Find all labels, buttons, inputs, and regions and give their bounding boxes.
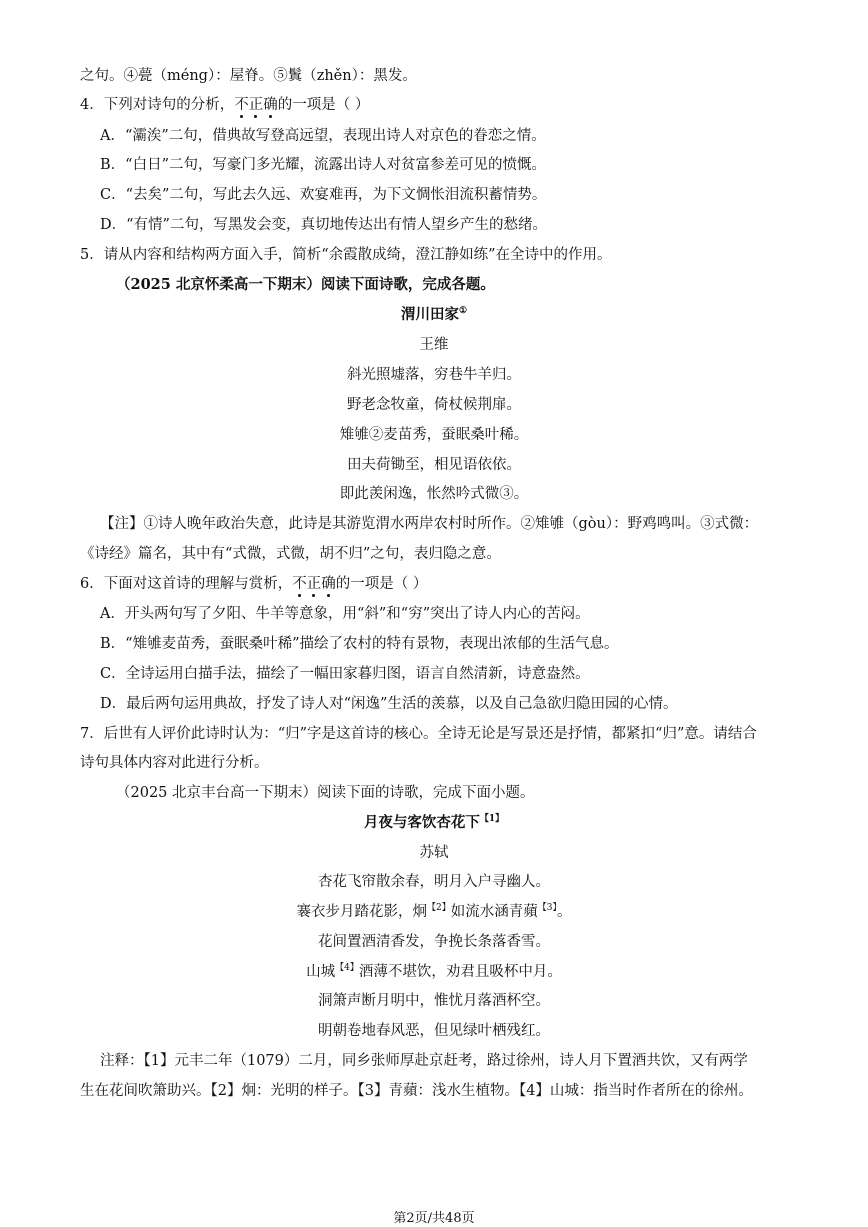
poem-2-line: [0, 963, 868, 981]
question-4-stem: [80, 96, 369, 114]
poem-text: 山城: [306, 964, 336, 980]
note-continuation: 之句。④甍（méng）：屋脊。⑤鬒（zhěn）：黑发。: [80, 68, 417, 84]
poem-text: 如流水涵青蘋: [450, 904, 538, 920]
option-d: D．最后两句运用典故，抒发了诗人对“闲逸”生活的羡慕，以及自己急欲归隐田园的心情。: [100, 696, 678, 712]
emphasis-char: 正: [306, 576, 322, 592]
poem-text: 酒薄不堪饮，劝君且吸杯中月。: [358, 964, 562, 980]
q4-text: 4．下列对诗句的分析，: [80, 97, 235, 113]
poem-title-text: 渭川田家: [400, 306, 459, 323]
footnote-marker: 【4】: [335, 963, 359, 974]
option-c: C．全诗运用白描手法，描绘了一幅田家暮归图，语言自然清新，诗意盎然。: [100, 666, 590, 682]
question-6-stem: [80, 575, 427, 593]
section-source-2: （2025 北京丰台高一下期末）阅读下面的诗歌，完成下面小题。: [116, 785, 535, 801]
poem-2-author: 苏轼: [419, 845, 449, 861]
footnote-marker: ①: [458, 306, 468, 317]
poem-text: 雉雊: [339, 427, 369, 443]
poem-2-title: [0, 814, 868, 832]
poem-text: 。: [513, 486, 529, 502]
footnote-marker: 【1】: [479, 814, 505, 825]
question-7: 7．后世有人评价此诗时认为：“归”字是这首诗的核心。全诗无论是写景还是抒情，都紧扣“归”意。请结合: [80, 726, 757, 742]
emphasis-char: 正: [248, 97, 264, 113]
page-footer: 第2页/共48页: [393, 1211, 475, 1226]
option-c: C．“去矣”二句，写此去久远、欢宴难再，为下文惆怅泪流积蓄情势。: [100, 187, 547, 203]
poem-text: 。: [556, 904, 572, 920]
option-d: D．“有情”二句，写黑发会变，真切地传达出有情人望乡产生的愁绪。: [100, 217, 547, 233]
poem-2-line: 花间置酒清香发，争挽长条落香雪。: [318, 934, 550, 950]
footnote-marker: 【3】: [537, 903, 557, 914]
poem-1-line: [0, 426, 868, 444]
emphasis-char: 确: [321, 576, 336, 592]
q4-text-end: 的一项是（ ）: [277, 97, 370, 113]
poem-title-text: 月夜与客饮杏花下: [363, 814, 480, 831]
poem-1-author: 王维: [419, 337, 449, 353]
poem-text: 即此羡闲逸，怅然吟式微: [339, 486, 500, 502]
poem-2-line: 洞箫声断月明中，惟忧月落酒杯空。: [318, 993, 550, 1009]
poem-2-note: 注释：【1】元丰二年（1079）二月，同乡张师厚赴京赶考，路过徐州，诗人月下置酒共饮，又有两学: [100, 1053, 748, 1069]
poem-2-line: 明朝卷地春风恶，但见绿叶栖残红。: [318, 1023, 550, 1039]
poem-1-note: 【注】①诗人晚年政治失意，此诗是其游览渭水两岸农村时所作。②雉雊（gòu）：野鸡鸣叫。③式微：: [100, 516, 759, 532]
option-a: A．“灞涘”二句，借典故写登高远望，表现出诗人对京色的眷恋之情。: [100, 128, 546, 144]
option-b: B．“雉雊麦苗秀，蚕眠桑叶稀”描绘了农村的特有景物，表现出浓郁的生活气息。: [100, 636, 619, 652]
poem-2-line: [0, 903, 868, 921]
q6-text: 6．下面对这首诗的理解与赏析，: [80, 576, 293, 592]
poem-1-line: 田夫荷锄至，相见语依依。: [347, 457, 521, 473]
poem-1-line: 斜光照墟落，穷巷牛羊归。: [347, 367, 521, 383]
question-5: 5．请从内容和结构两方面入手，简析“余霞散成绮，澄江静如练”在全诗中的作用。: [80, 247, 612, 263]
q6-text-end: 的一项是（ ）: [335, 576, 428, 592]
emphasis-char: 不: [234, 97, 249, 113]
question-7-cont: 诗句具体内容对此进行分析。: [80, 755, 269, 771]
footnote-marker: ②: [368, 427, 384, 443]
poem-text: 褰衣步月踏花影，炯: [296, 904, 428, 920]
footnote-marker: 【2】: [427, 903, 451, 914]
poem-1-title: [0, 306, 868, 324]
option-a: A．开头两句写了夕阳、牛羊等意象，用“斜”和“穷”突出了诗人内心的苦闷。: [100, 606, 590, 622]
footnote-marker: ③: [499, 486, 514, 502]
option-b: B．“白日”二句，写豪门多光耀，流露出诗人对贫富参差可见的愤慨。: [100, 157, 546, 173]
poem-2-note-cont: 生在花间吹箫助兴。【2】炯：光明的样子。【3】青蘋：浅水生植物。【4】山城：指当时作者所在的徐州。: [80, 1083, 753, 1099]
poem-1-note-cont: 《诗经》篇名，其中有“式微，式微，胡不归”之句，表归隐之意。: [80, 546, 501, 562]
poem-2-line: 杏花飞帘散余春，明月入户寻幽人。: [318, 874, 550, 890]
section-source-1: （2025 北京怀柔高一下期末）阅读下面诗歌，完成各题。: [116, 276, 495, 293]
poem-text: 麦苗秀，蚕眠桑叶稀。: [383, 427, 529, 443]
emphasis-char: 确: [263, 97, 278, 113]
emphasis-char: 不: [292, 576, 307, 592]
poem-1-line: 野老念牧童，倚杖候荆扉。: [347, 397, 521, 413]
poem-1-line: [0, 485, 868, 503]
